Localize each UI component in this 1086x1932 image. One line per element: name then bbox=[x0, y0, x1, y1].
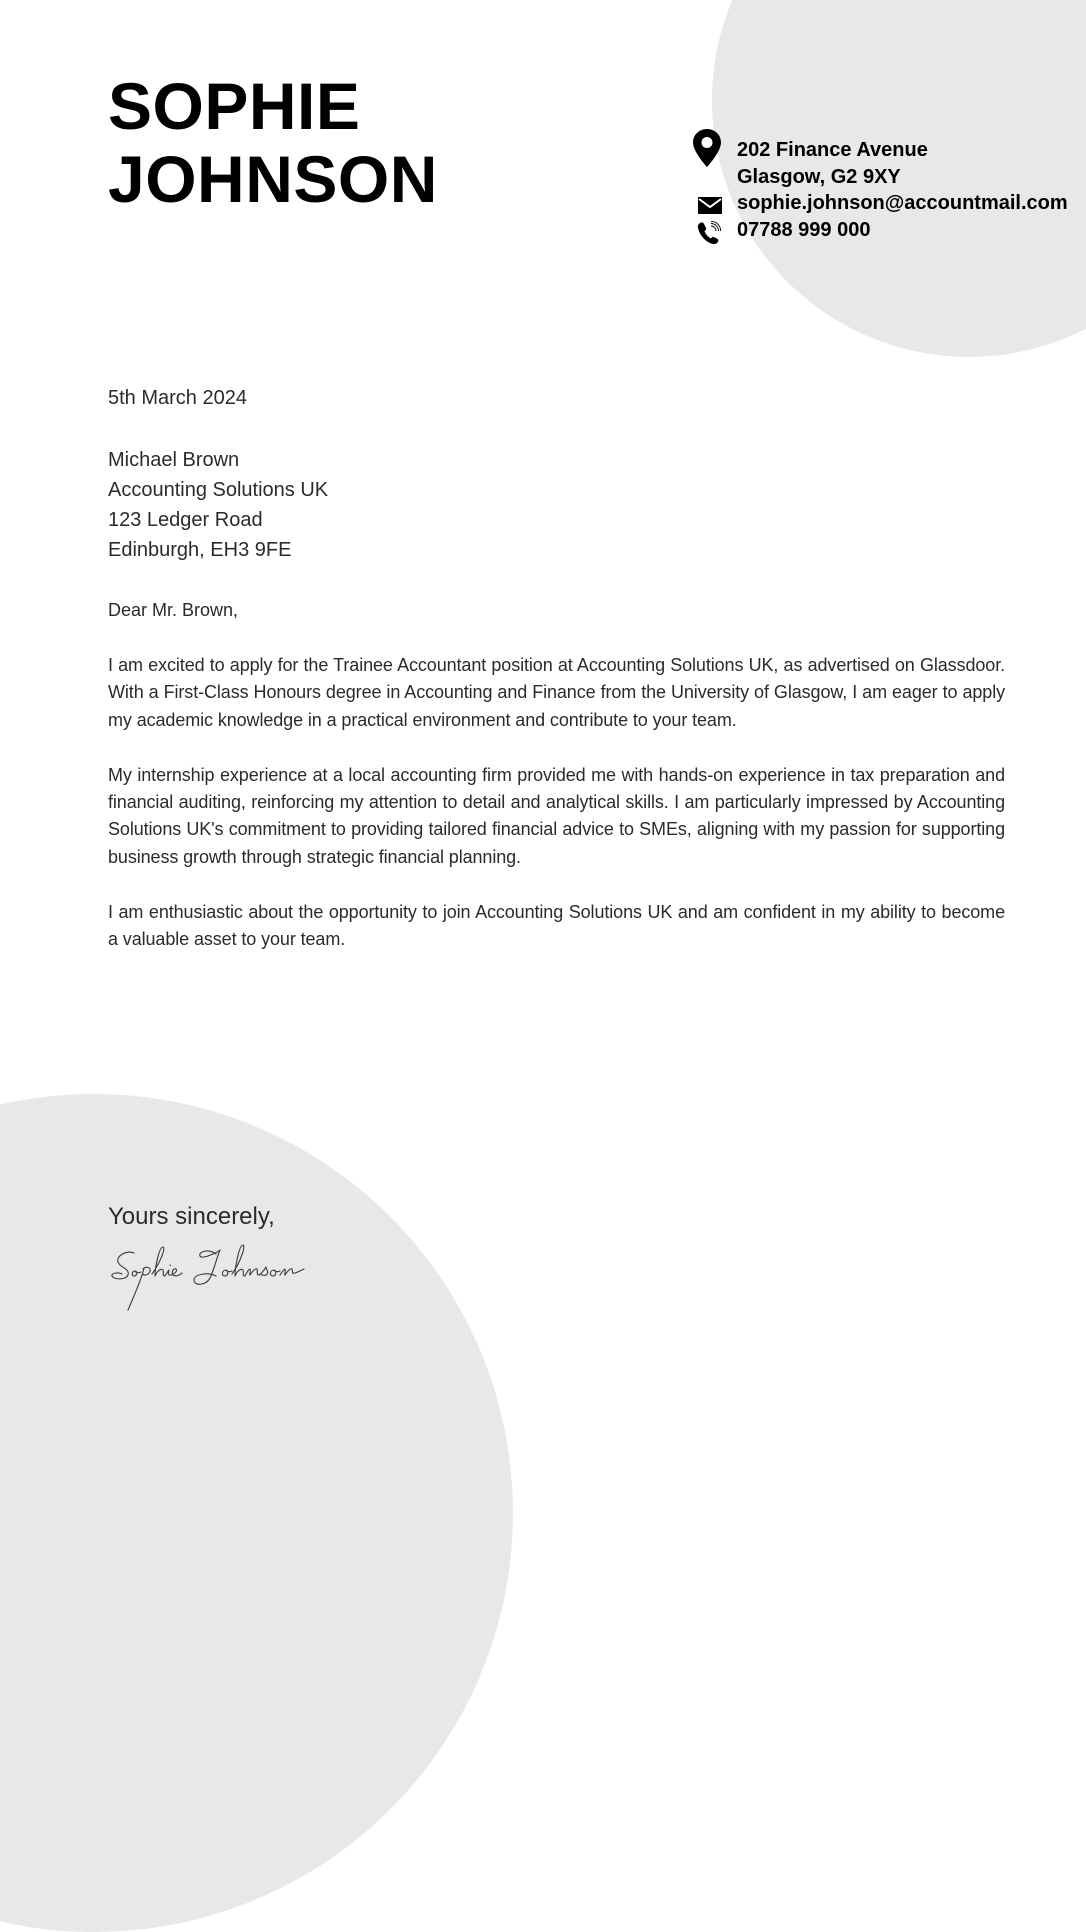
recipient-block bbox=[108, 445, 328, 565]
recipient-name: Michael Brown bbox=[108, 449, 240, 471]
address-line-1: 202 Finance Avenue bbox=[737, 139, 928, 161]
recipient-company: Accounting Solutions UK bbox=[108, 479, 329, 501]
phone-icon bbox=[692, 217, 737, 245]
contact-block bbox=[692, 128, 1068, 245]
envelope-icon bbox=[692, 190, 737, 214]
first-name: SOPHIE bbox=[108, 69, 361, 143]
page-title bbox=[108, 70, 438, 216]
closing: Yours sincerely, bbox=[108, 1203, 275, 1230]
last-name: JOHNSON bbox=[108, 142, 438, 216]
contact-email bbox=[692, 190, 1068, 217]
contact-address bbox=[692, 128, 1068, 191]
letter-body bbox=[108, 652, 1005, 981]
signature bbox=[108, 1238, 388, 1323]
paragraph: My internship experience at a local accounting firm provided me with hands-on experience in tax preparation and financial auditing, reinforcing my attention to detail and analytical skills. I am particularly impressed by Accounting Solutions UK's commitment to providing tailored financial advice to SMEs, aligning with my passion for supporting business growth through strategic financial planning. bbox=[108, 764, 1005, 867]
location-pin-icon bbox=[692, 128, 737, 182]
signature-script-icon bbox=[108, 1238, 388, 1318]
recipient-city: Edinburgh, EH3 9FE bbox=[108, 539, 292, 561]
contact-phone bbox=[692, 217, 1068, 245]
email-link[interactable]: sophie.johnson@accountmail.com bbox=[737, 192, 1068, 214]
salutation: Dear Mr. Brown, bbox=[108, 600, 239, 620]
phone-number[interactable]: 07788 999 000 bbox=[737, 219, 871, 241]
address-line-2: Glasgow, G2 9XY bbox=[737, 166, 901, 188]
paragraph: I am excited to apply for the Trainee Accountant position at Accounting Solutions UK, as advertised on Glassdoor. With a First-Class Honours degree in Accounting and Finance from the University of Glasgow, I am eager to apply my academic knowledge in a practical environment and contribute to your team. bbox=[108, 655, 1005, 730]
recipient-street: 123 Ledger Road bbox=[108, 509, 263, 531]
letter-date: 5th March 2024 bbox=[108, 387, 247, 409]
paragraph: I am enthusiastic about the opportunity to join Accounting Solutions UK and am confident in my ability to become a valuable asset to your team. bbox=[108, 901, 1005, 950]
